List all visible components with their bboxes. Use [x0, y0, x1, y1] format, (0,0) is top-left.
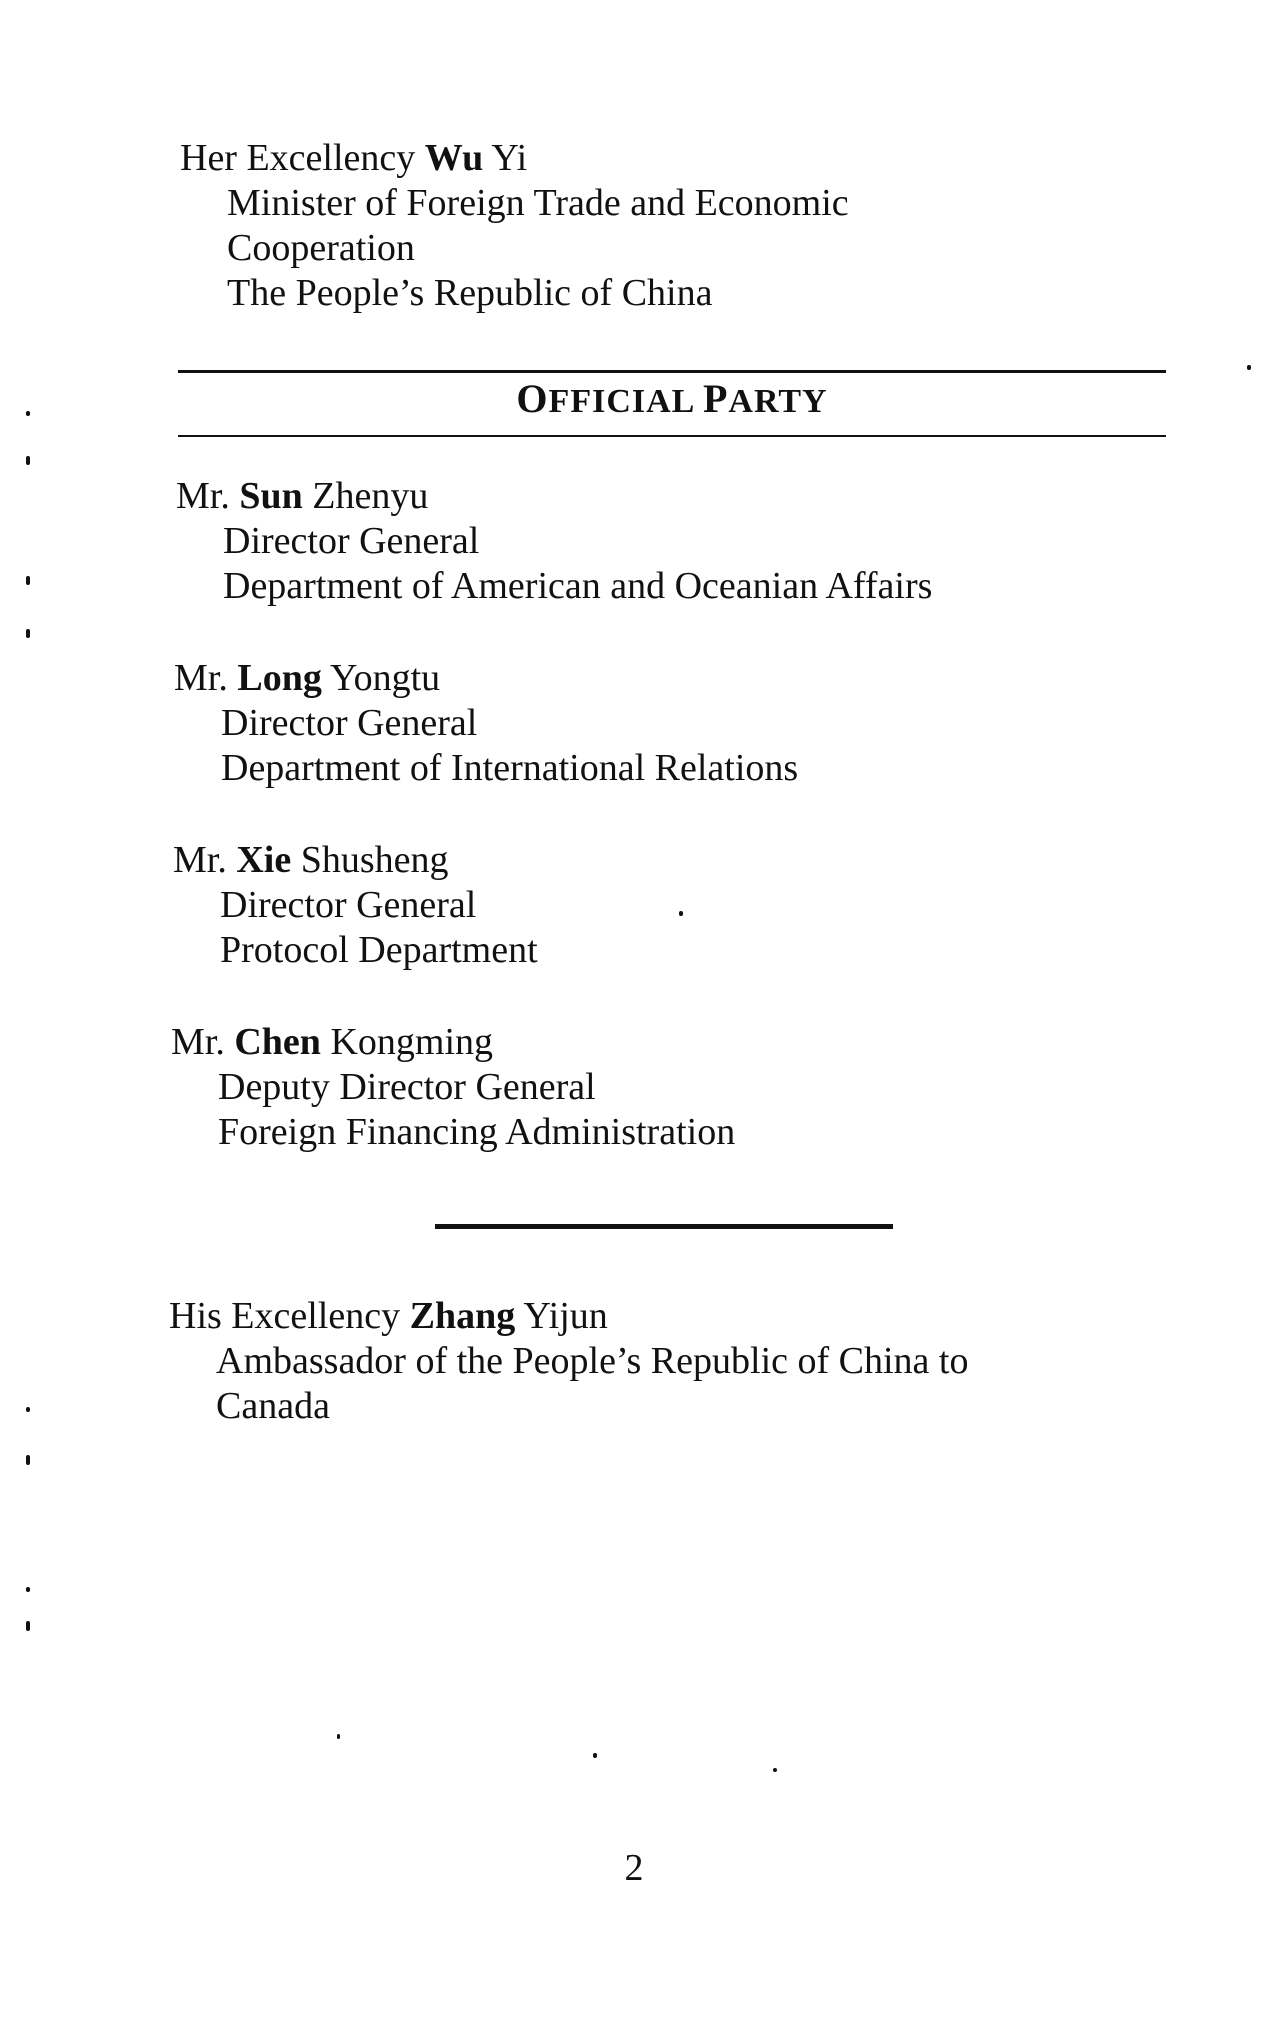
member-prefix: Mr.: [171, 1021, 225, 1063]
party-member: [173, 838, 538, 973]
member-surname: Sun: [239, 475, 303, 517]
scan-speck: [26, 1621, 30, 1631]
ambassador-title-line: Ambassador of the People’s Republic of China to: [216, 1340, 969, 1382]
section-heading: [178, 375, 1166, 422]
scan-speck: [26, 1455, 30, 1465]
host-name: [180, 136, 849, 181]
member-given-name: Kongming: [330, 1021, 493, 1063]
member-surname: Xie: [236, 839, 292, 881]
member-name: [173, 838, 538, 883]
member-department: Foreign Financing Administration: [218, 1111, 736, 1153]
member-prefix: Mr.: [174, 657, 228, 699]
member-title: Director General: [220, 884, 477, 926]
member-name: [174, 656, 798, 701]
ambassador-name: [169, 1294, 969, 1339]
host-entry: [180, 136, 849, 316]
party-member: [176, 474, 932, 609]
host-country-line: The People’s Republic of China: [227, 272, 713, 314]
scan-speck: [1247, 365, 1251, 370]
member-department: Protocol Department: [220, 929, 538, 971]
host-surname: Wu: [424, 137, 484, 179]
ambassador-country-line: Canada: [216, 1385, 330, 1427]
member-given-name: Shusheng: [300, 839, 449, 881]
scan-speck: [773, 1768, 777, 1772]
host-title-line: Minister of Foreign Trade and Economic: [227, 182, 849, 224]
section-bottom-rule: [178, 435, 1166, 437]
heading-word: FFICIAL: [548, 383, 694, 420]
scan-speck: [26, 629, 30, 638]
member-title: Director General: [221, 702, 478, 744]
heading-initial: O: [516, 376, 549, 421]
page-number: 2: [624, 1847, 644, 1889]
ambassador-given-name: Yijun: [523, 1295, 608, 1337]
member-given-name: Yongtu: [329, 657, 441, 699]
heading-initial: P: [702, 376, 729, 421]
member-surname: Long: [237, 657, 322, 699]
member-title: Deputy Director General: [218, 1066, 596, 1108]
member-surname: Chen: [234, 1021, 321, 1063]
member-department: Department of American and Oceanian Affairs: [223, 565, 933, 607]
scan-speck: [337, 1734, 340, 1739]
heading-word: ARTY: [728, 383, 828, 420]
scan-speck: [593, 1753, 597, 1758]
member-department: Department of International Relations: [221, 747, 799, 789]
host-prefix: Her Excellency: [180, 137, 416, 179]
separator-rule: [435, 1224, 893, 1229]
scan-speck: [26, 1587, 30, 1592]
member-name: [176, 474, 932, 519]
member-prefix: Mr.: [176, 475, 230, 517]
ambassador-surname: Zhang: [409, 1295, 516, 1337]
party-member: [174, 656, 798, 791]
scan-speck: [26, 411, 30, 416]
member-title: Director General: [223, 520, 480, 562]
scan-speck: [26, 1407, 30, 1412]
ambassador-entry: [169, 1294, 969, 1429]
ambassador-prefix: His Excellency: [169, 1295, 401, 1337]
member-given-name: Zhenyu: [312, 475, 429, 517]
scan-speck: [26, 456, 30, 465]
host-given-name: Yi: [491, 137, 528, 179]
host-title-line: Cooperation: [227, 227, 415, 269]
member-prefix: Mr.: [173, 839, 227, 881]
section-top-rule: [178, 370, 1166, 373]
party-member: [171, 1020, 735, 1155]
scan-speck: [26, 576, 30, 585]
scan-speck: [679, 911, 683, 916]
member-name: [171, 1020, 735, 1065]
